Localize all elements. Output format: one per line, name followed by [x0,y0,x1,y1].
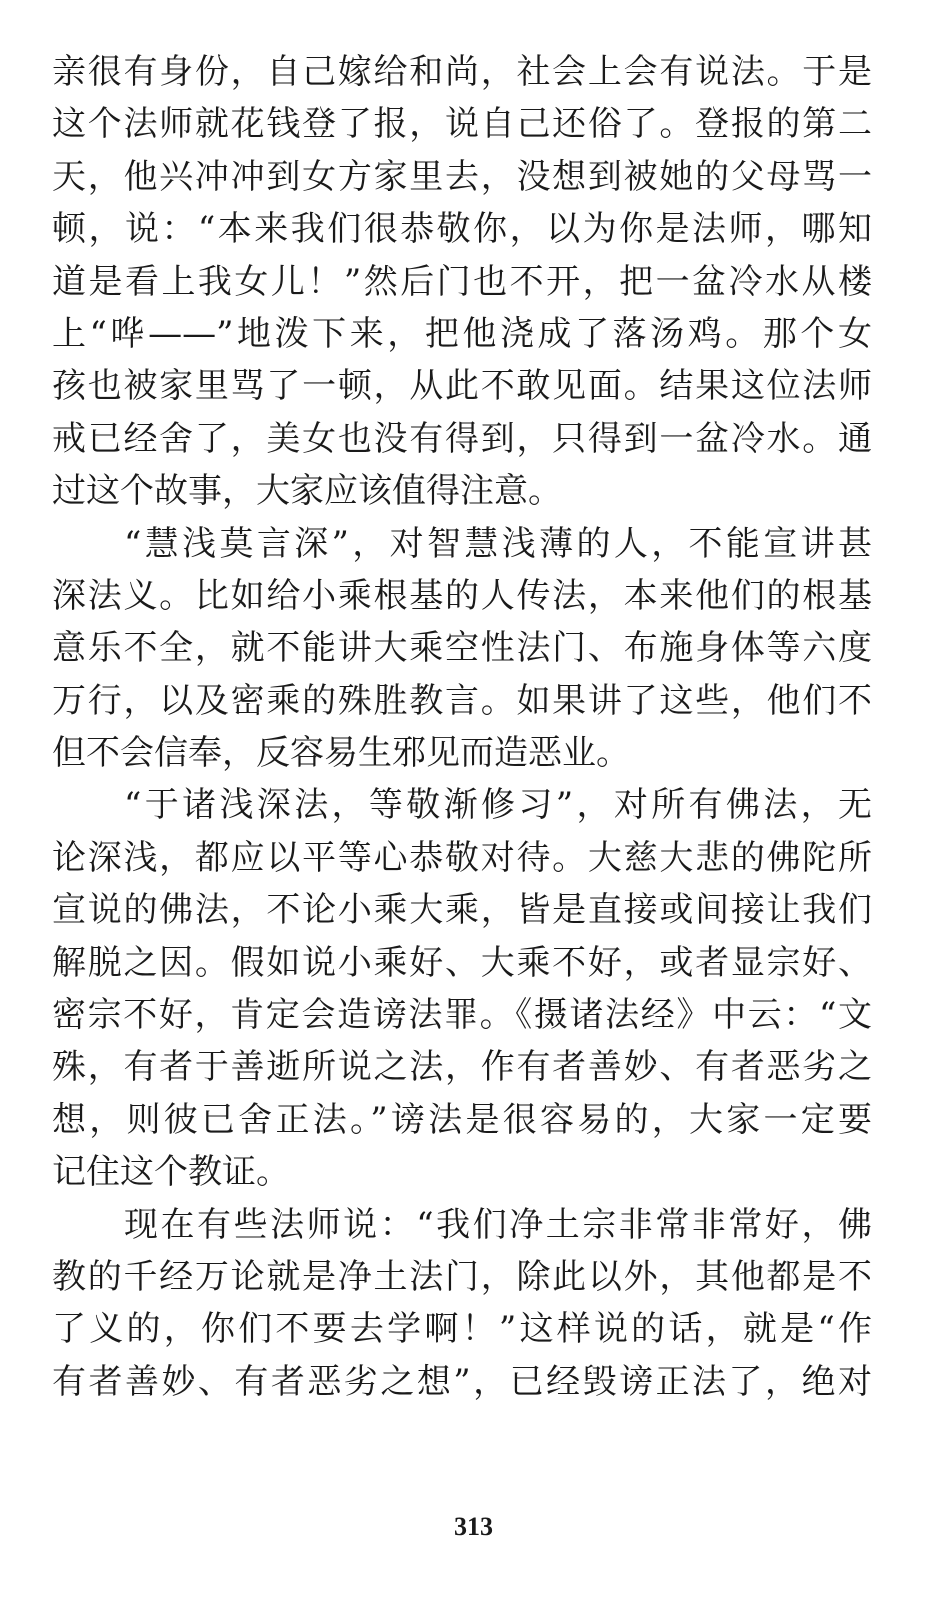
page-number: 313 [454,1512,493,1541]
paragraph-start-line: “慧浅莫言深”，对智慧浅薄的人，不能宣讲甚 [124,523,872,564]
text-line: 解脱之因。假如说小乘好、大乘不好，或者显宗好、 [52,942,872,983]
text-line: 亲很有身份，自己嫁给和尚，社会上会有说法。于是 [52,52,872,92]
text-line: 密宗不好，肯定会造谤法罪。《摄诸法经》中云：“文 [52,995,872,1036]
text-line: 教的千经万论就是净土法门，除此以外，其他都是不 [52,1256,872,1297]
text-line: 记住这个教证。 [52,1152,290,1193]
text-line: 天，他兴冲冲到女方家里去，没想到被她的父母骂一 [52,156,872,197]
text-line: 论深浅，都应以平等心恭敬对待。大慈大悲的佛陀所 [52,837,872,878]
paragraph-start-line: 现在有些法师说：“我们净土宗非常非常好，佛 [124,1204,872,1245]
text-line: 万行，以及密乘的殊胜教言。如果讲了这些，他们不 [52,680,872,721]
paragraph-start-line: “于诸浅深法，等敬渐修习”，对所有佛法，无 [124,785,872,826]
text-line: 上“哗——”地泼下来，把他浇成了落汤鸡。那个女 [52,313,872,354]
text-line: 道是看上我女儿！”然后门也不开，把一盆冷水从楼 [52,261,872,302]
text-line: 宣说的佛法，不论小乘大乘，皆是直接或间接让我们 [52,890,872,931]
text-line: 意乐不全，就不能讲大乘空性法门、布施身体等六度 [52,628,872,669]
text-line: 了义的，你们不要去学啊！”这样说的话，就是“作 [52,1309,872,1350]
text-line: 过这个故事，大家应该值得注意。 [52,471,562,512]
text-line: 这个法师就花钱登了报，说自己还俗了。登报的第二 [52,104,872,145]
text-line: 孩也被家里骂了一顿，从此不敢见面。结果这位法师 [52,366,872,407]
text-line: 但不会信奉，反容易生邪见而造恶业。 [52,733,630,774]
body-text [52,46,872,1408]
text-line: 想，则彼已舍正法。”谤法是很容易的，大家一定要 [52,1099,872,1140]
text-line: 殊，有者于善逝所说之法，作有者善妙、有者恶劣之 [52,1047,872,1088]
text-line: 顿，说：“本来我们很恭敬你，以为你是法师，哪知 [52,209,872,250]
text-line: 戒已经舍了，美女也没有得到，只得到一盆冷水。通 [52,418,872,459]
text-line: 有者善妙、有者恶劣之想”，已经毁谤正法了，绝对 [52,1361,872,1402]
text-line: 深法义。比如给小乘根基的人传法，本来他们的根基 [52,575,872,616]
